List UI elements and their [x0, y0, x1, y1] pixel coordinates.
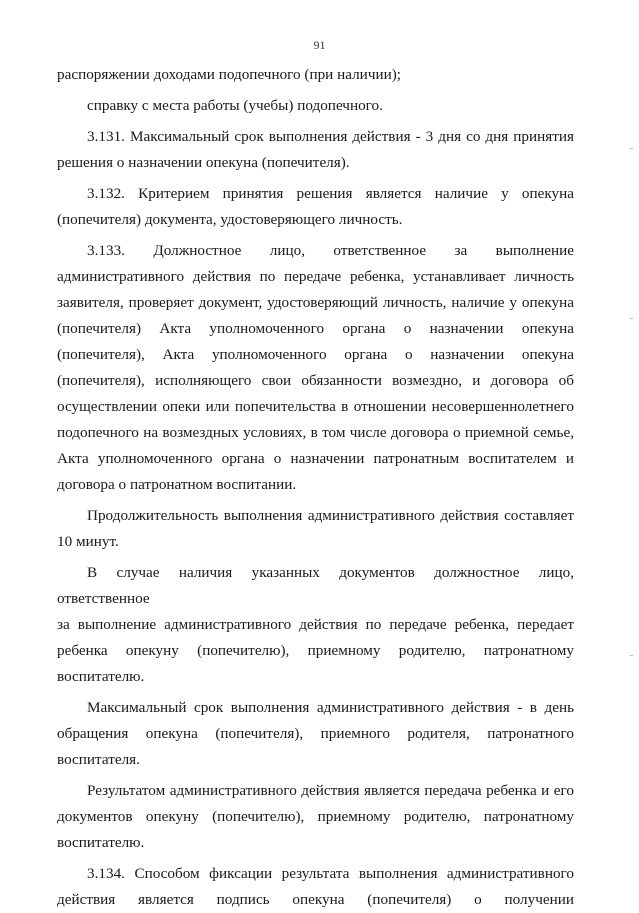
- text-line: договора о патронатном воспитании.: [57, 476, 297, 493]
- paragraph: [57, 861, 574, 913]
- paragraph: [57, 62, 574, 88]
- text-line: распоряжении доходами подопечного (при наличии);: [57, 66, 401, 83]
- text-line: Продолжительность выполнения административного действия составляет: [87, 507, 574, 524]
- paragraph: [57, 778, 574, 856]
- paragraph: [57, 695, 574, 773]
- text-line: обращения опекуна (попечителя), приемного родителя, патронатного: [57, 725, 574, 742]
- text-line: 10 минут.: [57, 533, 119, 550]
- text-line: 3.131. Максимальный срок выполнения действия - 3 дня со дня принятия: [87, 128, 574, 145]
- text-line: решения о назначении опекуна (попечителя).: [57, 154, 350, 171]
- text-line: действия является подпись опекуна (попечителя) о получении: [57, 891, 574, 908]
- text-line: (попечителя) документа, удостоверяющего личность.: [57, 211, 403, 228]
- text-line: Результатом административного действия является передача ребенка и его: [87, 782, 574, 799]
- text-line: воспитателю.: [57, 834, 145, 851]
- document-body: [57, 62, 574, 913]
- text-line: 3.134. Способом фиксации результата выполнения административного: [87, 865, 574, 882]
- text-line: воспитателя.: [57, 751, 140, 768]
- text-line: (попечителя) Акта уполномоченного органа о назначении опекуна: [57, 320, 574, 337]
- page-number: 91: [313, 38, 326, 52]
- text-line: Максимальный срок выполнения административного действия - в день: [87, 699, 574, 716]
- text-line: осуществлении опеки или попечительства в отношении несовершеннолетнего: [57, 398, 574, 415]
- text-line: 3.133. Должностное лицо, ответственное за выполнение: [87, 242, 574, 259]
- scan-margin-mark: [630, 655, 633, 656]
- paragraph: [57, 93, 574, 119]
- text-line: заявителя, проверяет документ, удостоверяющий личность, наличие у опекуна: [57, 294, 574, 311]
- text-line: воспитателю.: [57, 668, 145, 685]
- paragraph: [57, 560, 574, 690]
- text-line: В случае наличия указанных документов должностное лицо, ответственное: [57, 564, 574, 607]
- paragraph: [57, 124, 574, 176]
- scan-margin-mark: [630, 148, 633, 149]
- text-line: документов опекуну (попечителю), приемному родителю, патронатному: [57, 808, 574, 825]
- paragraph: [57, 181, 574, 233]
- paragraph: [57, 503, 574, 555]
- text-line: (попечителя), Акта уполномоченного органа о назначении опекуна: [57, 346, 574, 363]
- text-line: (попечителя), исполняющего свои обязанности возмездно, и договора об: [57, 372, 574, 389]
- text-line: Акта уполномоченного органа о назначении патронатным воспитателем и: [57, 450, 574, 467]
- paragraph: [57, 238, 574, 498]
- text-line: справку с места работы (учебы) подопечного.: [87, 97, 383, 114]
- text-line: 3.132. Критерием принятия решения является наличие у опекуна: [87, 185, 574, 202]
- scan-margin-mark: [630, 318, 633, 319]
- text-line: административного действия по передаче ребенка, устанавливает личность: [57, 268, 574, 285]
- text-line: подопечного на возмездных условиях, в том числе договора о приемной семье,: [57, 424, 574, 441]
- text-line: ребенка опекуну (попечителю), приемному родителю, патронатному: [57, 642, 574, 659]
- text-line: за выполнение административного действия по передаче ребенка, передает: [57, 616, 574, 633]
